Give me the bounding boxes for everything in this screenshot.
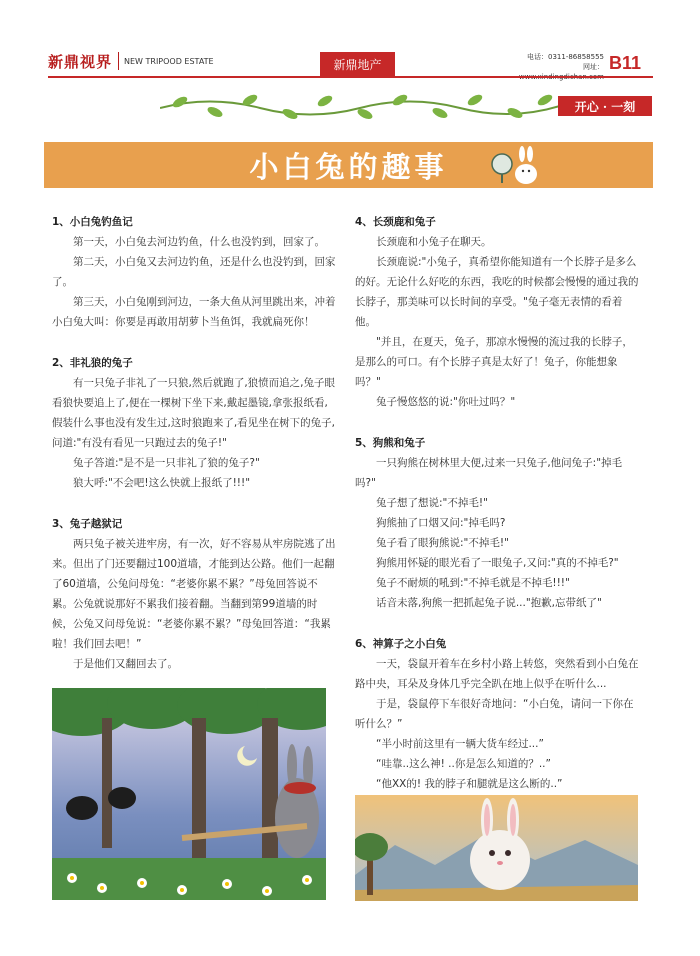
story-paragraph: 两只兔子被关进牢房，有一次，好不容易从牢房院逃了出来。但出了门还要翻过100道墙，才能到达公路。他们一起翻了60道墙，公兔问母兔：“老婆你累不累？”母兔回答说不累。公兔就说那好不累我们接着翻。当翻到第99道墙的时候，公兔又问母兔说：“老婆你累不累？”母兔回答道：“我累啦！我们回去吧！” — [52, 538, 336, 650]
bunny-photo — [355, 795, 638, 901]
story-6 — [355, 634, 642, 794]
header-divider — [48, 76, 653, 78]
story-paragraph: 长颈鹿和小兔子在聊天。 — [376, 236, 492, 248]
story-paragraph: 兔子看了眼狗熊说:"不掉毛!" — [376, 537, 509, 549]
story-paragraph: 第三天，小白兔刚到河边，一条大鱼从河里跳出来，冲着小白兔大叫：你要是再敢用胡萝卜当鱼饵，我就扁死你！ — [52, 296, 336, 328]
story-title: 3、兔子越狱记 — [52, 518, 123, 530]
story-4 — [355, 212, 642, 412]
story-title: 1、小白兔钓鱼记 — [52, 216, 133, 228]
left-column — [52, 212, 338, 674]
story-paragraph: 一只狗熊在树林里大便,过来一只兔子,他问兔子:"掉毛吗?" — [355, 457, 623, 489]
story-paragraph: 一天，袋鼠开着车在乡村小路上转悠，突然看到小白兔在路中央，耳朵及身体几乎完全趴在地上似乎在听什么... — [355, 658, 639, 690]
brand-logo: 新鼎视界 — [48, 53, 113, 71]
story-paragraph: “哇靠..这么神! ..你是怎么知道的？..” — [376, 758, 551, 770]
section-badge: 新鼎地产 — [320, 52, 395, 76]
story-paragraph: 狗熊用怀疑的眼光看了一眼兔子,又问:"真的不掉毛?" — [376, 557, 619, 569]
forest-rabbit-illustration — [52, 688, 326, 900]
story-paragraph: 有一只兔子非礼了一只狼,然后就跑了,狼愤而追之,兔子眼看狼快要追上了,便在一棵树下坐下来,戴起墨镜,拿张报纸看,假装什么事也没有发生过,这时狼跑来了,看见坐在树下的兔子,问道:"有没有看见一只跑过去的兔子!" — [52, 377, 336, 449]
story-title: 2、非礼狼的兔子 — [52, 357, 133, 369]
page-header — [0, 0, 700, 80]
story-paragraph: 话音未落,狗熊一把抓起兔子说..."抱歉,忘带纸了" — [376, 597, 602, 609]
story-5 — [355, 433, 642, 613]
story-paragraph: 兔子答道:"是不是一只非礼了狼的兔子?" — [73, 457, 260, 469]
article-title: 小白兔的趣事 — [249, 149, 448, 184]
page-number: B11 — [609, 53, 642, 73]
brand-english: NEW TRIPOOD ESTATE — [124, 57, 214, 66]
brand-divider — [118, 52, 119, 70]
story-title: 5、狗熊和兔子 — [355, 437, 426, 449]
website-text: 网址： — [583, 63, 604, 71]
story-title: 6、神算子之小白兔 — [355, 638, 447, 650]
right-column — [355, 212, 642, 794]
title-bar — [44, 142, 653, 188]
story-paragraph: 兔子想了想说:"不掉毛!" — [376, 497, 488, 509]
vine-decoration — [160, 90, 560, 120]
story-1 — [52, 212, 338, 332]
story-paragraph: 狗熊抽了口烟又问:"掉毛吗? — [376, 517, 506, 529]
story-paragraph: 兔子不耐烦的吼到:"不掉毛就是不掉毛!!!" — [376, 577, 570, 589]
story-2 — [52, 353, 338, 493]
story-paragraph: 兔子慢悠悠的说:"你吐过吗？" — [376, 396, 516, 408]
story-paragraph: 第二天，小白兔又去河边钓鱼，还是什么也没钓到，回家了。 — [52, 256, 336, 288]
story-paragraph: 长颈鹿说:"小兔子，真希望你能知道有一个长脖子是多么的好。无论什么好吃的东西，我吃的时候都会慢慢的通过我的长脖子，那美味可以长时间的享受。"兔子毫无表情的看着他。 — [355, 256, 639, 328]
rabbit-fan-icon — [488, 146, 544, 186]
story-paragraph: 于是他们又翻回去了。 — [73, 658, 178, 670]
story-paragraph: 第一天，小白兔去河边钓鱼，什么也没钓到，回家了。 — [73, 236, 325, 248]
story-3 — [52, 514, 338, 674]
story-paragraph: “他XX的! 我的脖子和腿就是这么断的..” — [376, 778, 563, 790]
story-paragraph: "并且，在夏天，兔子，那凉水慢慢的流过我的长脖子，是那么的可口。有个长脖子真是太好了！兔子，你能想象吗？" — [355, 336, 633, 388]
phone-text: 电话：0311-86858555 — [527, 53, 604, 61]
story-paragraph: 狼大呼:"不会吧!这么快就上报纸了!!!" — [73, 477, 251, 489]
story-title: 4、长颈鹿和兔子 — [355, 216, 436, 228]
section-tag: 开心 · 一刻 — [558, 96, 652, 116]
story-paragraph: “半小时前这里有一辆大货车经过...” — [376, 738, 544, 750]
story-paragraph: 于是，袋鼠停下车很好奇地问：“小白兔，请问一下你在听什么？” — [355, 698, 634, 730]
